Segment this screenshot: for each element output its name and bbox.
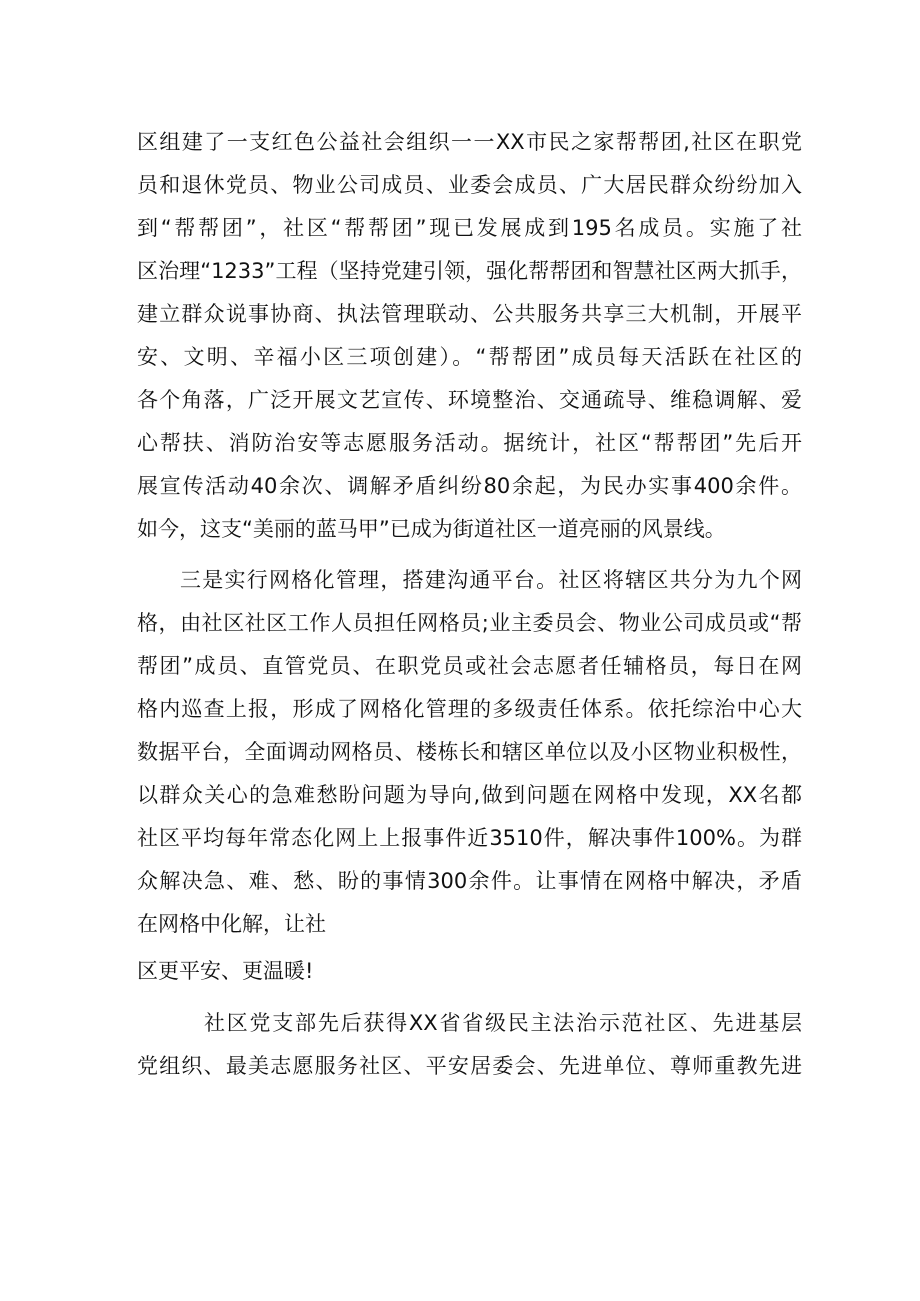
text-line-16: 以群众关心的急难愁盼问题为导向,做到问题在网格中发现，XX名都 [137,783,802,807]
text-line-13: 帮团”成员、直管党员、在职党员或社会志愿者任辅格员，每日在网 [137,654,802,678]
text-line-1: 区组建了一支红色公益社会组织一一XX市民之家帮帮团,社区在职党 [137,130,802,154]
text-line-8: 心帮扶、消防治安等志愿服务活动。据统计，社区“帮帮团”先后开 [137,431,802,455]
text-line-5: 建立群众说事协商、执法管理联动、公共服务共享三大机制，开展平 [137,302,802,326]
text-line-9: 展宣传活动40余次、调解矛盾纠纷80余起，为民办实事400余件。 [137,474,802,498]
text-line-4: 区治理“1233”工程（坚持党建引领，强化帮帮团和智慧社区两大抓手， [137,259,802,283]
text-line-20: 区更平安、更温暖! [137,959,314,983]
text-line-17: 社区平均每年常态化网上上报事件近3510件，解决事件100%。为群 [137,826,802,850]
text-line-22: 党组织、最美志愿服务社区、平安居委会、先进单位、尊师重教先进 [137,1054,802,1078]
text-line-6: 安、文明、辛福小区三项创建）。“帮帮团”成员每天活跃在社区的 [137,345,802,369]
text-line-18: 众解决急、难、愁、盼的事情300余件。让事情在网格中解决，矛盾 [137,869,802,893]
paragraph-2-first-line: 三是实行网格化管理，搭建沟通平台。社区将辖区共分为九个网 [180,568,802,592]
text-line-15: 数据平台，全面调动网格员、楼栋长和辖区单位以及小区物业积极性， [137,740,802,764]
text-line-7: 各个角落，广泛开展文艺宣传、环境整治、交通疏导、维稳调解、爱 [137,388,802,412]
text-line-19: 在网格中化解，让社 [137,912,326,936]
paragraph-3-first-line: 社区党支部先后获得XX省省级民主法治示范社区、先进基层 [204,1011,802,1035]
text-line-2: 员和退休党员、物业公司成员、业委会成员、广大居民群众纷纷加入 [137,173,802,197]
text-line-10: 如今，这支“美丽的蓝马甲”已成为街道社区一道亮丽的风景线。 [137,517,726,541]
text-line-14: 格内巡查上报，形成了网格化管理的多级责任体系。依托综治中心大 [137,697,802,721]
text-line-3: 到“帮帮团”，社区“帮帮团”现已发展成到195名成员。实施了社 [137,216,802,240]
text-line-12: 格，由社区社区工作人员担任网格员;业主委员会、物业公司成员或“帮 [137,611,802,635]
